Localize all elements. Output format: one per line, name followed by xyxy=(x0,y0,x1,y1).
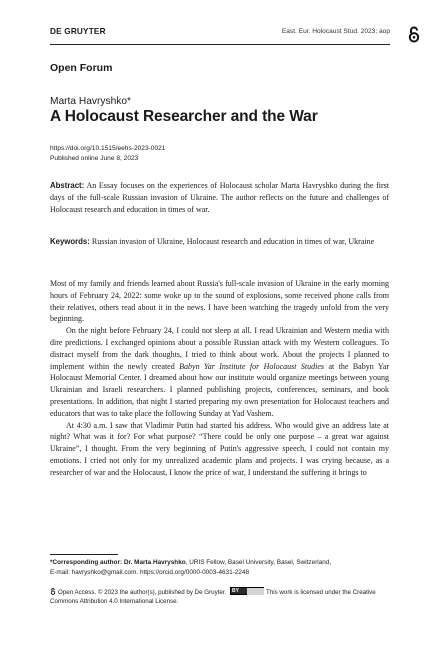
body-paragraph: On the night before February 24, I could not sleep at all. I read Ukrainian and Western media with dire predictions. I exchanged opinions about a possible Russian attack with my Western colleagues. To distract myself from the dark thoughts, I tried to think about work. About the projects I planned to implement within the newly created Babyn Yar Institute for Holocaust Studies at the Babyn Yar Holocaust Memorial Center. I dreamed about how our institute would organize meetings between young Ukrainian and Israeli researchers. I planned publishing projects, conferences, seminars, and book presentations. In addition, that night I started preparing my own presentation for Holocaust teachers and educators that was to take place the following Sunday at Yad Vashem. xyxy=(50,326,390,418)
abstract xyxy=(50,180,389,215)
running-header xyxy=(50,27,390,41)
cc-by-icon[interactable] xyxy=(230,587,264,595)
footnote-affiliation: , URIS Fellow, Basel University, Basel, Switzerland, xyxy=(185,559,332,566)
license-note xyxy=(50,587,389,607)
corresponding-author-note xyxy=(50,558,389,577)
section-label: Open Forum xyxy=(50,62,113,74)
publisher-name: DE GRUYTER xyxy=(50,27,106,36)
open-access-icon xyxy=(407,26,421,43)
license-part1: Open Access. © 2023 the author(s), published by De Gruyter. xyxy=(58,589,227,596)
open-access-icon xyxy=(50,588,56,595)
cc-badge-label: BY xyxy=(232,588,239,594)
article-meta xyxy=(50,144,165,163)
body-paragraph: Most of my family and friends learned about Russia's full-scale invasion of Ukraine in the early morning hours of February 24, 2022: some woke up to the sound of explosions, some received phone calls from their relatives, others read about it in the news. I have been watching the tragedy unfold from the very beginning. xyxy=(50,279,389,324)
keywords-text: Russian invasion of Ukraine, Holocaust research and education in times of war, Ukraine xyxy=(91,237,375,246)
author-name: Marta Havryshko* xyxy=(50,96,131,107)
footnote-rule xyxy=(50,554,118,555)
journal-reference: East. Eur. Holocaust Stud. 2023; aop xyxy=(281,28,390,35)
body-paragraph: At 4:30 a.m. I saw that Vladimir Putin had started his address. Who would give an address late at night? What was it for? For what purpose? “There could be only one purpose – a great war against Ukraine”, I thought. From the very beginning of Putin's aggressive speech, I could not contain my emotions. I cried not only for my unrealized academic plans and projects. I was crying because, as a researcher of war and the Holocaust, I know the price of war, I understand the suffering it brings to xyxy=(50,420,389,477)
license-part2: This work is licensed under the Creative Commons Attribution 4.0 International License. xyxy=(50,589,376,606)
article-title: A Holocaust Researcher and the War xyxy=(50,108,318,125)
footnote-label: *Corresponding author: Dr. Marta Havryshko xyxy=(50,559,186,566)
header-rule xyxy=(50,44,390,45)
footnote-contact[interactable]: E-mail: havryshko@gmail.com. https://orcid.org/0000-0003-4631-2248 xyxy=(50,568,250,576)
article-body xyxy=(50,278,389,479)
abstract-text: An Essay focuses on the experiences of Holocaust scholar Marta Havryshko during the first days of the full-scale Russian invasion of Ukraine. The author reflects on the future and challenges of Holocaust research and education in times of war. xyxy=(50,181,390,214)
doi-link[interactable]: https://doi.org/10.1515/eehs-2023-0021 xyxy=(50,145,166,152)
abstract-label: Abstract: xyxy=(50,181,85,190)
institute-name: Babyn Yar Institute for Holocaust Studies xyxy=(179,361,325,371)
keywords-label: Keywords: xyxy=(50,237,90,246)
publication-date: Published online June 8, 2023 xyxy=(50,154,139,162)
keywords xyxy=(50,236,389,248)
